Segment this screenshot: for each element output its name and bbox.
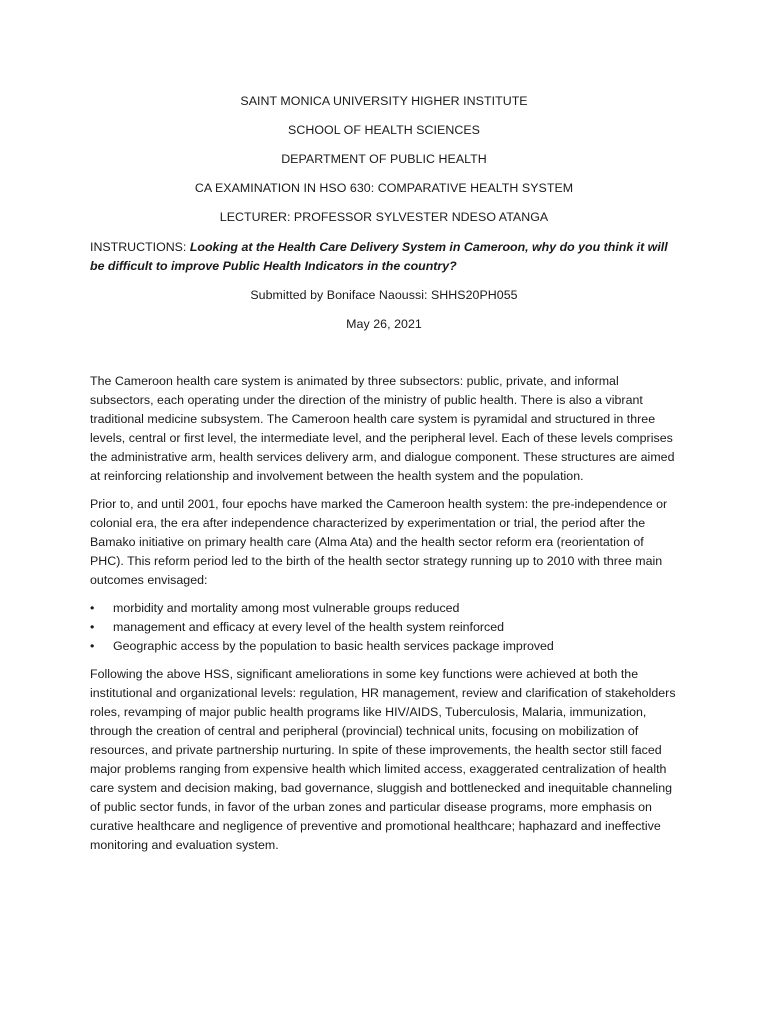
department-name: DEPARTMENT OF PUBLIC HEALTH: [281, 152, 487, 166]
list-item-text: management and efficacy at every level of the health system reinforced: [113, 620, 504, 634]
list-item-text: Geographic access by the population to basic health services package improved: [113, 639, 554, 653]
paragraph: Prior to, and until 2001, four epochs have marked the Cameroon health system: the pre-independence or colonial era, the era after independence characterized by experimentation or trial, the period after the Bamako initiative on primary health care (Alma Ata) and the health sector reform era (reorientation of PHC). This reform period led to the birth of the health sector strategy running up to 2010 with three main outcomes envisaged:: [90, 497, 668, 587]
list-item: [90, 637, 680, 656]
bullet-icon: •: [90, 601, 95, 615]
paragraph: Following the above HSS, significant ameliorations in some key functions were achieved at both the institutional and organizational levels: regulation, HR management, review and clarification of stakeholders roles, revamping of major public health programs like HIV/AIDS, Tuberculosis, Malaria, immunization, through the creation of central and peripheral (provincial) technical units, focusing on mobilization of resources, and private partnership nurturing. In spite of these improvements, the health sector still faced major problems ranging from expensive health which limited access, exaggerated centralization of health care system and decision making, bad governance, sluggish and bottlenecked and inequitable channeling of public sector funds, in favor of the urban zones and particular disease programs, more emphasis on curative healthcare and negligence of preventive and promotional healthcare; haphazard and ineffective monitoring and evaluation system.: [90, 667, 676, 852]
paragraph: The Cameroon health care system is animated by three subsectors: public, private, and informal subsectors, each operating under the direction of the ministry of public health. There is also a vibrant traditional medicine subsystem. The Cameroon health care system is pyramidal and structured in three levels, central or first level, the intermediate level, and the peripheral level. Each of these levels comprises the administrative arm, health services delivery arm, and dialogue component. These structures are aimed at reinforcing relationship and involvement between the health system and the population.: [90, 374, 675, 483]
bullet-icon: •: [90, 620, 95, 634]
bullet-icon: •: [90, 639, 95, 653]
school-name: SCHOOL OF HEALTH SCIENCES: [288, 123, 480, 137]
submitted-by-line: Submitted by Boniface Naoussi: SHHS20PH055: [250, 288, 518, 302]
list-item-text: morbidity and mortality among most vulnerable groups reduced: [113, 601, 460, 615]
essay-body: [90, 372, 680, 864]
list-item: [90, 599, 680, 618]
instructions-question: Looking at the Health Care Delivery System in Cameroon, why do you think it will be difficult to improve Public Health Indicators in the country?: [90, 240, 668, 273]
title-block: [90, 93, 678, 345]
instructions-label: INSTRUCTIONS:: [90, 240, 190, 254]
list-item: [90, 618, 680, 637]
lecturer-line: LECTURER: PROFESSOR SYLVESTER NDESO ATANGA: [219, 210, 549, 224]
submission-date: May 26, 2021: [346, 317, 422, 331]
outcomes-list: [90, 599, 680, 656]
instructions-paragraph: [90, 238, 678, 276]
exam-title: CA EXAMINATION IN HSO 630: COMPARATIVE HEALTH SYSTEM: [194, 181, 574, 195]
institute-name: SAINT MONICA UNIVERSITY HIGHER INSTITUTE: [240, 94, 528, 108]
